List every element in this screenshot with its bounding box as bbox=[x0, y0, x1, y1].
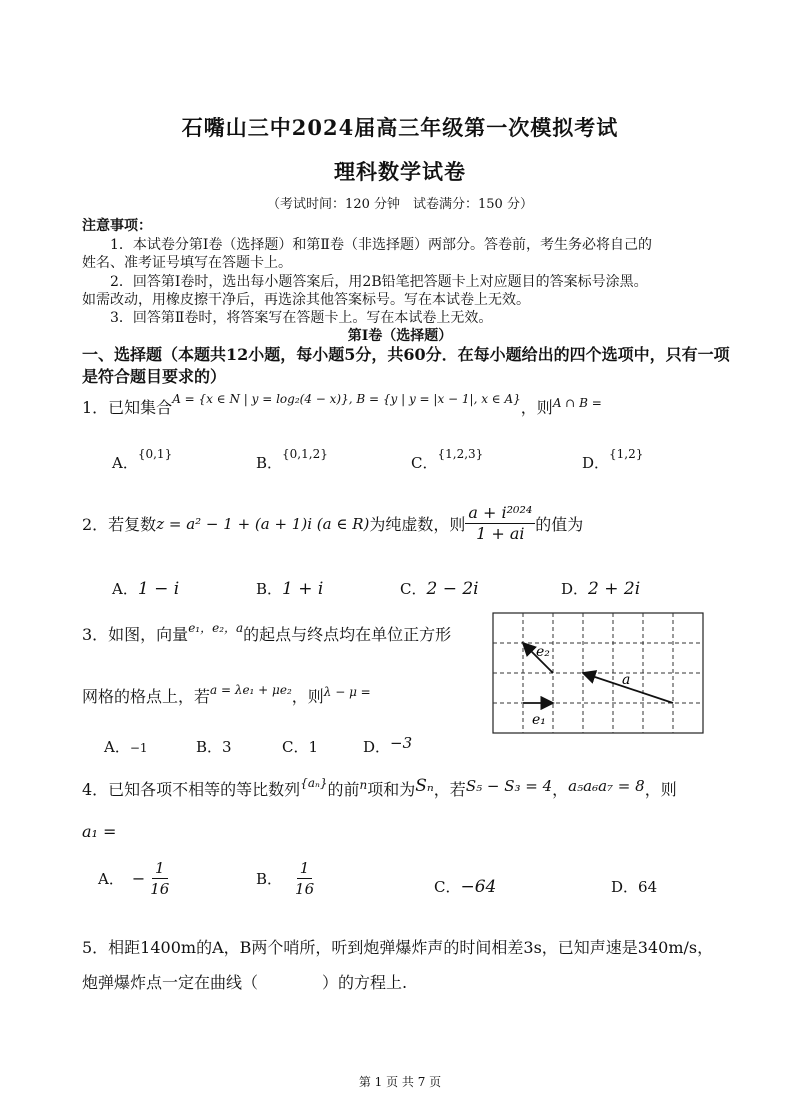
page-footer: 第 1 页 共 7 页 bbox=[358, 1075, 442, 1089]
q2-suffix: 的值为 bbox=[535, 515, 584, 534]
q2-expr: z = a² − 1 + (a + 1)i (a ∈ R) bbox=[156, 514, 370, 533]
q1-option-c: C．$^{\{1,2,3\}}$ bbox=[411, 447, 484, 472]
exam-title: 石嘴山三中2024届高三年级第一次模拟考试 bbox=[181, 115, 619, 140]
q3-option-d: D．−3 bbox=[363, 734, 413, 756]
q4-ask: a₁ = bbox=[82, 822, 117, 841]
q1-ask: A ∩ B = bbox=[552, 396, 602, 410]
question-4: 4．已知各项不相等的等比数列$^{\{a_n\}}$的前$^n$项和为Sₙ，若S₅ − S₃ = 4，a₅a₆a₇ = 8，则 bbox=[82, 776, 677, 799]
question-3-line1: 3．如图，向量$^{e_1,e_2,a}$的起点与终点均在单位正方形 bbox=[82, 621, 452, 644]
note-3: 3．回答第Ⅱ卷时，将答案写在答题卡上。写在本试卷上无效。 bbox=[110, 310, 493, 326]
notes-heading: 注意事项： bbox=[82, 218, 152, 234]
q3-option-b: B．3 bbox=[196, 738, 232, 756]
q1-option-b: B．$^{\{0,1,2\}}$ bbox=[256, 447, 328, 472]
q1-option-d: D．$^{\{1,2\}}$ bbox=[582, 447, 644, 472]
q1-prefix: 1．已知集合 bbox=[82, 398, 173, 417]
note-2b: 如需改动，用橡皮擦干净后，再选涂其他答案标号。写在本试卷上无效。 bbox=[82, 292, 530, 308]
label-a: a bbox=[622, 672, 631, 688]
question-1 bbox=[82, 392, 602, 418]
note-2: 2．回答第Ⅰ卷时，选出每小题答案后，用2B铅笔把答题卡上对应题目的答案标号涂黑。 bbox=[110, 274, 648, 290]
question-2 bbox=[82, 503, 583, 544]
part-title: 一、选择题（本题共12小题，每小题5分，共60分．在每小题给出的四个选项中，只有一项是符合题目要求的） bbox=[82, 345, 730, 386]
grid-lines bbox=[493, 613, 703, 733]
label-e1: e₁ bbox=[532, 712, 546, 728]
question-5-line1: 5．相距1400m的A，B两个哨所，听到炮弹爆炸声的时间相差3s，已知声速是340m/s， bbox=[82, 938, 714, 957]
note-1b: 姓名、准考证号填写在答题卡上。 bbox=[82, 255, 292, 271]
exam-subtitle: 理科数学试卷 bbox=[334, 159, 466, 184]
q2-mid: 为纯虚数，则 bbox=[369, 515, 466, 534]
q2-fraction: $\frac{\text{a + i²⁰²⁴}}{1 + ai}$ bbox=[465, 503, 535, 544]
q2-option-a: A．1 − i bbox=[112, 579, 180, 599]
q4-cond1: S₅ − S₃ = 4 bbox=[465, 777, 553, 795]
q4-cond2: a₅a₆a₇ = 8 bbox=[568, 777, 645, 795]
q1-option-a: A．$^{\{0,1\}}$ bbox=[112, 447, 173, 472]
q3-expr: a = λe₁ + μe₂ bbox=[210, 683, 292, 697]
q1-set-def: A = {x ∈ N | y = log₂(4 − x)}, B = {y | y = |x − 1|, x ∈ A} bbox=[172, 392, 521, 406]
q2-option-c: C．2 − 2i bbox=[400, 579, 479, 599]
label-e2: e₂ bbox=[536, 644, 550, 660]
q3-ask: λ − μ = bbox=[323, 685, 371, 699]
q2-prefix: 2．若复数 bbox=[82, 515, 157, 534]
note-1: 1．本试卷分第Ⅰ卷（选择题）和第Ⅱ卷（非选择题）两部分。答卷前，考生务必将自己的 bbox=[110, 237, 652, 253]
q3-option-a: A．−1 bbox=[104, 738, 148, 756]
q1-suffix: ，则 bbox=[520, 398, 553, 417]
q2-option-b: B．1 + i bbox=[256, 579, 324, 599]
question-3-line2: 网格的格点上，若$^{a = \lambda e_1 + \mu e_2}$，则$^{\lambda - \mu =}$ bbox=[82, 683, 371, 706]
q4-sn: Sₙ bbox=[415, 776, 434, 796]
exam-info: （考试时间：120 分钟 试卷满分：150 分） bbox=[267, 197, 533, 212]
q4-seq: {aₙ} bbox=[300, 776, 328, 790]
q4-option-b: B． $\frac{1}{16}$ bbox=[256, 859, 315, 898]
q4-option-c: C．−64 bbox=[434, 877, 497, 897]
q2-option-d: D．2 + 2i bbox=[561, 579, 641, 599]
vector-grid-figure bbox=[492, 612, 704, 734]
q4-option-d: D．64 bbox=[611, 878, 658, 896]
question-5-line2: 炮弹爆炸点一定在曲线（ ）的方程上. bbox=[82, 973, 408, 992]
q3-vectors: e₁，e₂，a bbox=[188, 621, 244, 635]
q4-option-a: A． − $\frac{1}{16}$ bbox=[98, 859, 170, 898]
section-title: 第Ⅰ卷（选择题） bbox=[347, 328, 453, 344]
q3-option-c: C．1 bbox=[282, 738, 319, 756]
